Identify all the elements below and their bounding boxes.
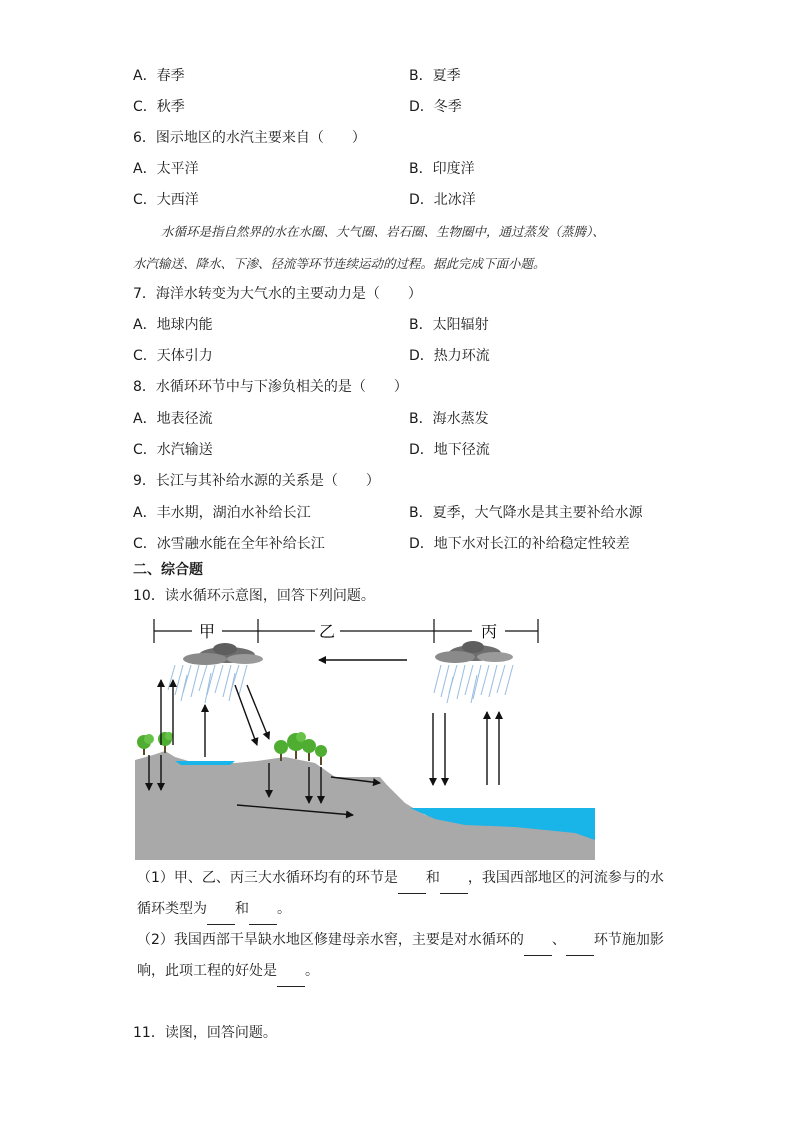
passage-line-1: 水循环是指自然界的水在水圈、大气圈、岩石圈、生物圈中，通过蒸发（蒸腾）、 bbox=[161, 224, 605, 239]
q5-option-b[interactable]: B．夏季 bbox=[409, 68, 461, 84]
q7-option-d[interactable]: D．热力环流 bbox=[409, 348, 490, 364]
tree-group-right bbox=[274, 732, 327, 765]
q10-sub1-text-4: 循环类型为 bbox=[137, 901, 207, 917]
q8-option-d[interactable]: D．地下径流 bbox=[409, 442, 490, 458]
land-profile bbox=[135, 751, 595, 860]
q8-stem: 8．水循环环节中与下渗负相关的是（ ） bbox=[133, 379, 408, 395]
water-cycle-diagram bbox=[135, 615, 595, 860]
answer-blank[interactable] bbox=[566, 925, 594, 956]
answer-blank[interactable] bbox=[249, 894, 277, 925]
q10-stem: 10．读水循环示意图，回答下列问题。 bbox=[133, 588, 375, 604]
q6-option-c[interactable]: C．大西洋 bbox=[133, 192, 199, 208]
q7-option-c[interactable]: C．天体引力 bbox=[133, 348, 213, 364]
q8-option-b[interactable]: B．海水蒸发 bbox=[409, 411, 489, 427]
answer-blank[interactable] bbox=[277, 956, 305, 987]
q9-option-d[interactable]: D．地下水对长江的补给稳定性较差 bbox=[409, 536, 630, 552]
q10-sub2-text-3: 环节施加影 bbox=[593, 932, 664, 948]
q10-sub1-text-1: （1）甲、乙、丙三大水循环均有的环节是 bbox=[137, 870, 398, 886]
q8-option-a[interactable]: A．地表径流 bbox=[133, 411, 213, 427]
q6-option-d[interactable]: D．北冰洋 bbox=[409, 192, 476, 208]
q7-option-a[interactable]: A．地球内能 bbox=[133, 317, 213, 333]
q10-sub2-text-2: 、 bbox=[551, 932, 566, 948]
label-bing: 丙 bbox=[480, 622, 498, 641]
q10-sub1-text-2: 和 bbox=[425, 870, 440, 886]
answer-blank[interactable] bbox=[524, 925, 552, 956]
label-yi: 乙 bbox=[318, 622, 336, 641]
q10-sub1 bbox=[137, 863, 677, 925]
tree-group-left bbox=[137, 732, 173, 755]
label-jia: 甲 bbox=[198, 622, 216, 641]
q6-stem: 6．图示地区的水汽主要来自（ ） bbox=[133, 130, 366, 146]
q7-option-b[interactable]: B．太阳辐射 bbox=[409, 317, 489, 333]
passage-line-2: 水汽输送、降水、下渗、径流等环节连续运动的过程。据此完成下面小题。 bbox=[133, 256, 546, 271]
precipitation-arrow-1 bbox=[235, 685, 257, 745]
q10-sub1-text-5: 和 bbox=[235, 901, 249, 917]
q10-sub1-text-3: ，我国西部地区的河流参与的水 bbox=[467, 870, 664, 886]
q10-sub2-text-5: 。 bbox=[305, 963, 319, 979]
q6-option-b[interactable]: B．印度洋 bbox=[409, 161, 475, 177]
right-rain-cloud bbox=[434, 641, 513, 703]
q10-sub2 bbox=[137, 925, 677, 987]
reading-passage bbox=[133, 216, 663, 280]
q5-option-d[interactable]: D．冬季 bbox=[409, 99, 462, 115]
q10-sub2-text-4: 响，此项工程的好处是 bbox=[137, 963, 277, 979]
answer-blank[interactable] bbox=[207, 894, 235, 925]
q5-option-a[interactable]: A．春季 bbox=[133, 68, 185, 84]
q9-option-a[interactable]: A．丰水期，湖泊水补给长江 bbox=[133, 505, 311, 521]
q10-sub1-text-6: 。 bbox=[277, 901, 291, 917]
q7-stem: 7．海洋水转变为大气水的主要动力是（ ） bbox=[133, 286, 422, 302]
q9-stem: 9．长江与其补给水源的关系是（ ） bbox=[133, 473, 380, 489]
q5-option-c[interactable]: C．秋季 bbox=[133, 99, 185, 115]
answer-blank[interactable] bbox=[440, 863, 468, 894]
q8-option-c[interactable]: C．水汽输送 bbox=[133, 442, 213, 458]
q9-option-b[interactable]: B．夏季，大气降水是其主要补给水源 bbox=[409, 505, 643, 521]
q9-option-c[interactable]: C．冰雪融水能在全年补给长江 bbox=[133, 536, 325, 552]
q10-sub2-text-1: （2）我国西部干旱缺水地区修建母亲水窖，主要是对水循环的 bbox=[137, 932, 524, 948]
q6-option-a[interactable]: A．太平洋 bbox=[133, 161, 199, 177]
precipitation-arrow-2 bbox=[247, 685, 269, 739]
section-title: 二、综合题 bbox=[133, 562, 203, 578]
answer-blank[interactable] bbox=[398, 863, 426, 894]
lake-water bbox=[175, 761, 235, 765]
left-rain-cloud bbox=[168, 643, 263, 703]
q11-stem: 11．读图，回答问题。 bbox=[133, 1025, 277, 1041]
